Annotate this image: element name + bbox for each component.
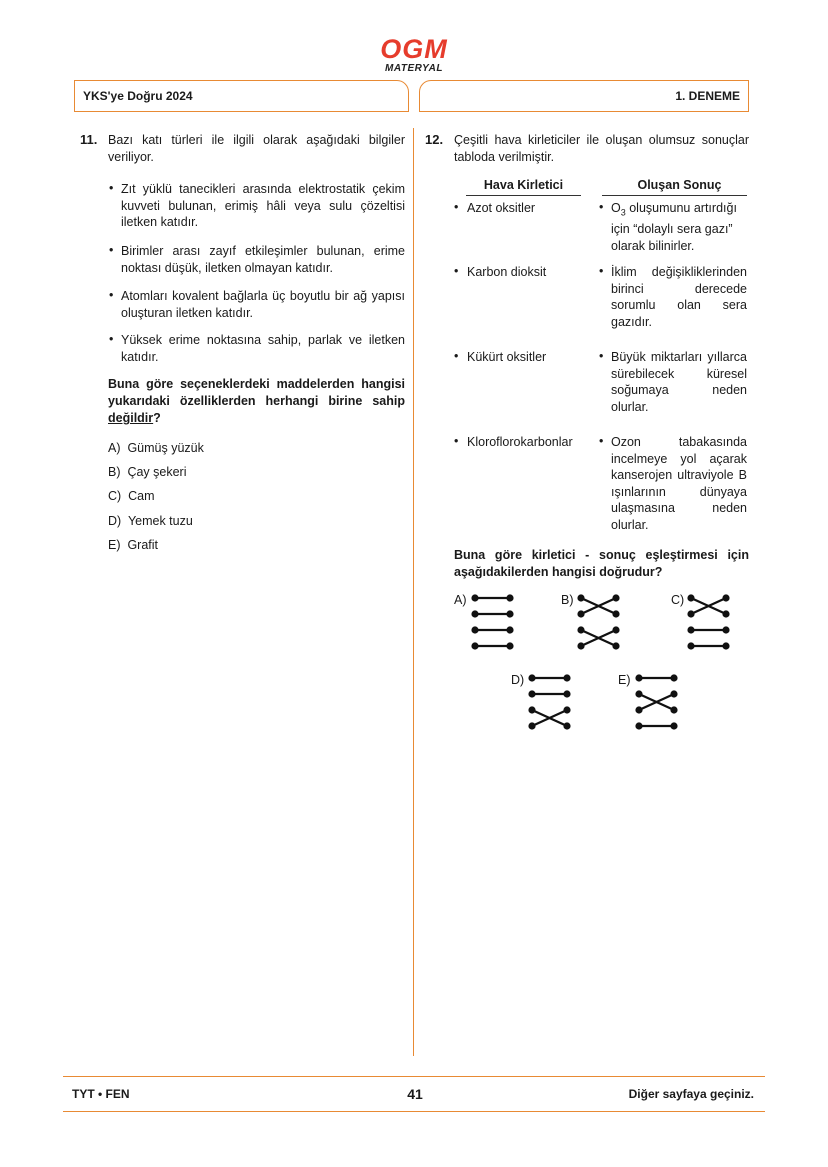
q11-bullet-2: Birimler arası zayıf etkileşimler bulunan, erime noktası düşük, iletken olmayan katıdır. bbox=[121, 244, 405, 275]
pollutant-dot bbox=[471, 610, 478, 617]
bullet-dot: • bbox=[599, 349, 604, 363]
bullet-dot: • bbox=[454, 349, 459, 363]
bullet-dot: • bbox=[454, 264, 459, 278]
result-dot bbox=[563, 674, 570, 681]
result-dot bbox=[722, 610, 729, 617]
q11-stem: Bazı katı türleri ile ilgili olarak aşağıdaki bilgiler veriliyor. bbox=[108, 133, 405, 164]
q11-question bbox=[108, 376, 405, 427]
bullet-dot: • bbox=[599, 434, 604, 448]
option-letter: D) bbox=[108, 514, 122, 528]
pollutant-dot bbox=[528, 722, 535, 729]
q11-question-text: Buna göre seçeneklerdeki maddelerden hangisi yukarıdaki özelliklerden herhangi birine sahip bbox=[108, 377, 405, 408]
result-dot bbox=[612, 642, 619, 649]
pollutant-dot bbox=[635, 690, 642, 697]
row-2-pollutant: Karbon dioksit bbox=[467, 265, 547, 279]
q12-option-e-letter[interactable]: E) bbox=[618, 673, 631, 687]
row-1-result bbox=[611, 200, 747, 254]
header-underline bbox=[602, 195, 747, 196]
q12-option-b-diagram[interactable] bbox=[576, 592, 622, 652]
table-header-pollutant: Hava Kirletici bbox=[483, 178, 564, 192]
option-text: Gümüş yüzük bbox=[127, 441, 204, 455]
result-dot bbox=[563, 690, 570, 697]
q12-option-c-letter[interactable]: C) bbox=[671, 593, 685, 607]
pollutant-dot bbox=[471, 626, 478, 633]
row-1-pollutant: Azot oksitler bbox=[467, 201, 536, 215]
pollutant-dot bbox=[528, 690, 535, 697]
q11-question-emphasis: değildir bbox=[108, 411, 154, 425]
pollutant-dot bbox=[577, 626, 584, 633]
q11-option-b[interactable] bbox=[108, 465, 187, 479]
option-letter: E) bbox=[108, 538, 121, 552]
bullet-dot: • bbox=[454, 434, 459, 448]
pollutant-dot bbox=[635, 706, 642, 713]
result-dot bbox=[506, 594, 513, 601]
bullet-dot: • bbox=[454, 200, 459, 214]
q11-bullet-3: Atomları kovalent bağlarla üç boyutlu bir ağ yapısı oluşturan iletken katıdır. bbox=[121, 289, 405, 320]
q12-option-e-diagram[interactable] bbox=[634, 672, 680, 732]
pollutant-dot bbox=[687, 610, 694, 617]
q12-option-d-letter[interactable]: D) bbox=[511, 673, 525, 687]
q12-stem: Çeşitli hava kirleticiler ile oluşan olumsuz sonuçlar tabloda verilmiştir. bbox=[454, 133, 749, 164]
pollutant-dot bbox=[528, 706, 535, 713]
q12-option-a-diagram[interactable] bbox=[470, 592, 516, 652]
option-letter: A) bbox=[108, 441, 121, 455]
result-dot bbox=[670, 706, 677, 713]
option-letter: C) bbox=[108, 489, 122, 503]
option-text: Grafit bbox=[127, 538, 159, 552]
row-3-pollutant: Kükürt oksitler bbox=[467, 350, 547, 364]
option-letter: B) bbox=[108, 465, 121, 479]
result-dot bbox=[612, 610, 619, 617]
ozone-subscript: 3 bbox=[620, 207, 626, 218]
result-dot bbox=[670, 674, 677, 681]
bullet-dot: • bbox=[109, 332, 114, 346]
page-number: 41 bbox=[407, 1086, 423, 1102]
q11-number: 11. bbox=[80, 132, 98, 147]
footer-top-rule bbox=[63, 1076, 765, 1077]
q12-option-d-diagram[interactable] bbox=[527, 672, 573, 732]
q11-question-mark: ? bbox=[153, 411, 161, 425]
result-dot bbox=[563, 722, 570, 729]
row-2-result: İklim değişikliklerinden birinci derecede sorumlu olan sera gazıdır. bbox=[611, 265, 747, 329]
row-4-result: Ozon tabakasında incelmeye yol açarak kanserojen ultraviyole B ışınlarının dünyaya ulaşmasına neden olurlar. bbox=[611, 435, 747, 532]
option-text: Yemek tuzu bbox=[127, 514, 193, 528]
result-dot bbox=[722, 642, 729, 649]
header-left-box: YKS'ye Doğru 2024 bbox=[74, 80, 409, 112]
bullet-dot: • bbox=[599, 200, 604, 214]
q11-option-d[interactable] bbox=[108, 514, 193, 528]
pollutant-dot bbox=[577, 594, 584, 601]
pollutant-dot bbox=[635, 674, 642, 681]
q11-option-a[interactable] bbox=[108, 441, 204, 455]
q12-question: Buna göre kirletici - sonuç eşleştirmesi için aşağıdakilerden hangisi doğrudur? bbox=[454, 548, 749, 579]
q11-option-c[interactable] bbox=[108, 489, 155, 503]
result-dot bbox=[506, 642, 513, 649]
q12-number: 12. bbox=[425, 132, 444, 147]
q11-bullet-1: Zıt yüklü tanecikleri arasında elektrostatik çekim kuvveti bulunan, erimiş hâli veya sulu çözeltisi iletken katıdır. bbox=[121, 182, 405, 229]
row-3-result: Büyük miktarları yıllarca sürebilecek küresel soğumaya neden olurlar. bbox=[611, 350, 747, 414]
header-underline bbox=[466, 195, 581, 196]
result-dot bbox=[506, 610, 513, 617]
result-dot bbox=[506, 626, 513, 633]
bullet-dot: • bbox=[599, 264, 604, 278]
result-dot bbox=[722, 626, 729, 633]
footer-next-page: Diğer sayfaya geçiniz. bbox=[628, 1087, 754, 1101]
table-header-result: Oluşan Sonuç bbox=[637, 178, 722, 192]
bullet-dot: • bbox=[109, 243, 114, 257]
ozone-symbol: O bbox=[611, 201, 621, 215]
footer-subject: TYT • FEN bbox=[72, 1087, 130, 1101]
logo-materyal: MATERYAL bbox=[385, 63, 443, 74]
pollutant-dot bbox=[528, 674, 535, 681]
column-divider bbox=[413, 128, 414, 1056]
pollutant-dot bbox=[577, 610, 584, 617]
pollutant-dot bbox=[635, 722, 642, 729]
q12-option-c-diagram[interactable] bbox=[686, 592, 732, 652]
pollutant-dot bbox=[687, 642, 694, 649]
option-text: Cam bbox=[128, 489, 155, 503]
pollutant-dot bbox=[687, 626, 694, 633]
footer-bottom-rule bbox=[63, 1111, 765, 1112]
pollutant-dot bbox=[687, 594, 694, 601]
q12-option-b-letter[interactable]: B) bbox=[561, 593, 574, 607]
bullet-dot: • bbox=[109, 288, 114, 302]
header-right-box: 1. DENEME bbox=[419, 80, 749, 112]
pollutant-dot bbox=[471, 642, 478, 649]
bullet-dot: • bbox=[109, 181, 114, 195]
result-dot bbox=[722, 594, 729, 601]
q12-option-a-letter[interactable]: A) bbox=[454, 593, 467, 607]
result-dot bbox=[612, 594, 619, 601]
result-dot bbox=[670, 722, 677, 729]
pollutant-dot bbox=[577, 642, 584, 649]
row-4-pollutant: Kloroflorokarbonlar bbox=[467, 435, 573, 449]
q11-option-e[interactable] bbox=[108, 538, 158, 552]
q11-bullet-4: Yüksek erime noktasına sahip, parlak ve iletken katıdır. bbox=[121, 333, 405, 364]
option-text: Çay şekeri bbox=[127, 465, 187, 479]
logo-ogm: OGM bbox=[380, 34, 448, 64]
result-dot bbox=[563, 706, 570, 713]
result-dot bbox=[670, 690, 677, 697]
row-1-result-text: oluşumunu artırdığı için “dolaylı sera gazı” olarak bilinirler. bbox=[611, 201, 737, 253]
pollutant-dot bbox=[471, 594, 478, 601]
result-dot bbox=[612, 626, 619, 633]
